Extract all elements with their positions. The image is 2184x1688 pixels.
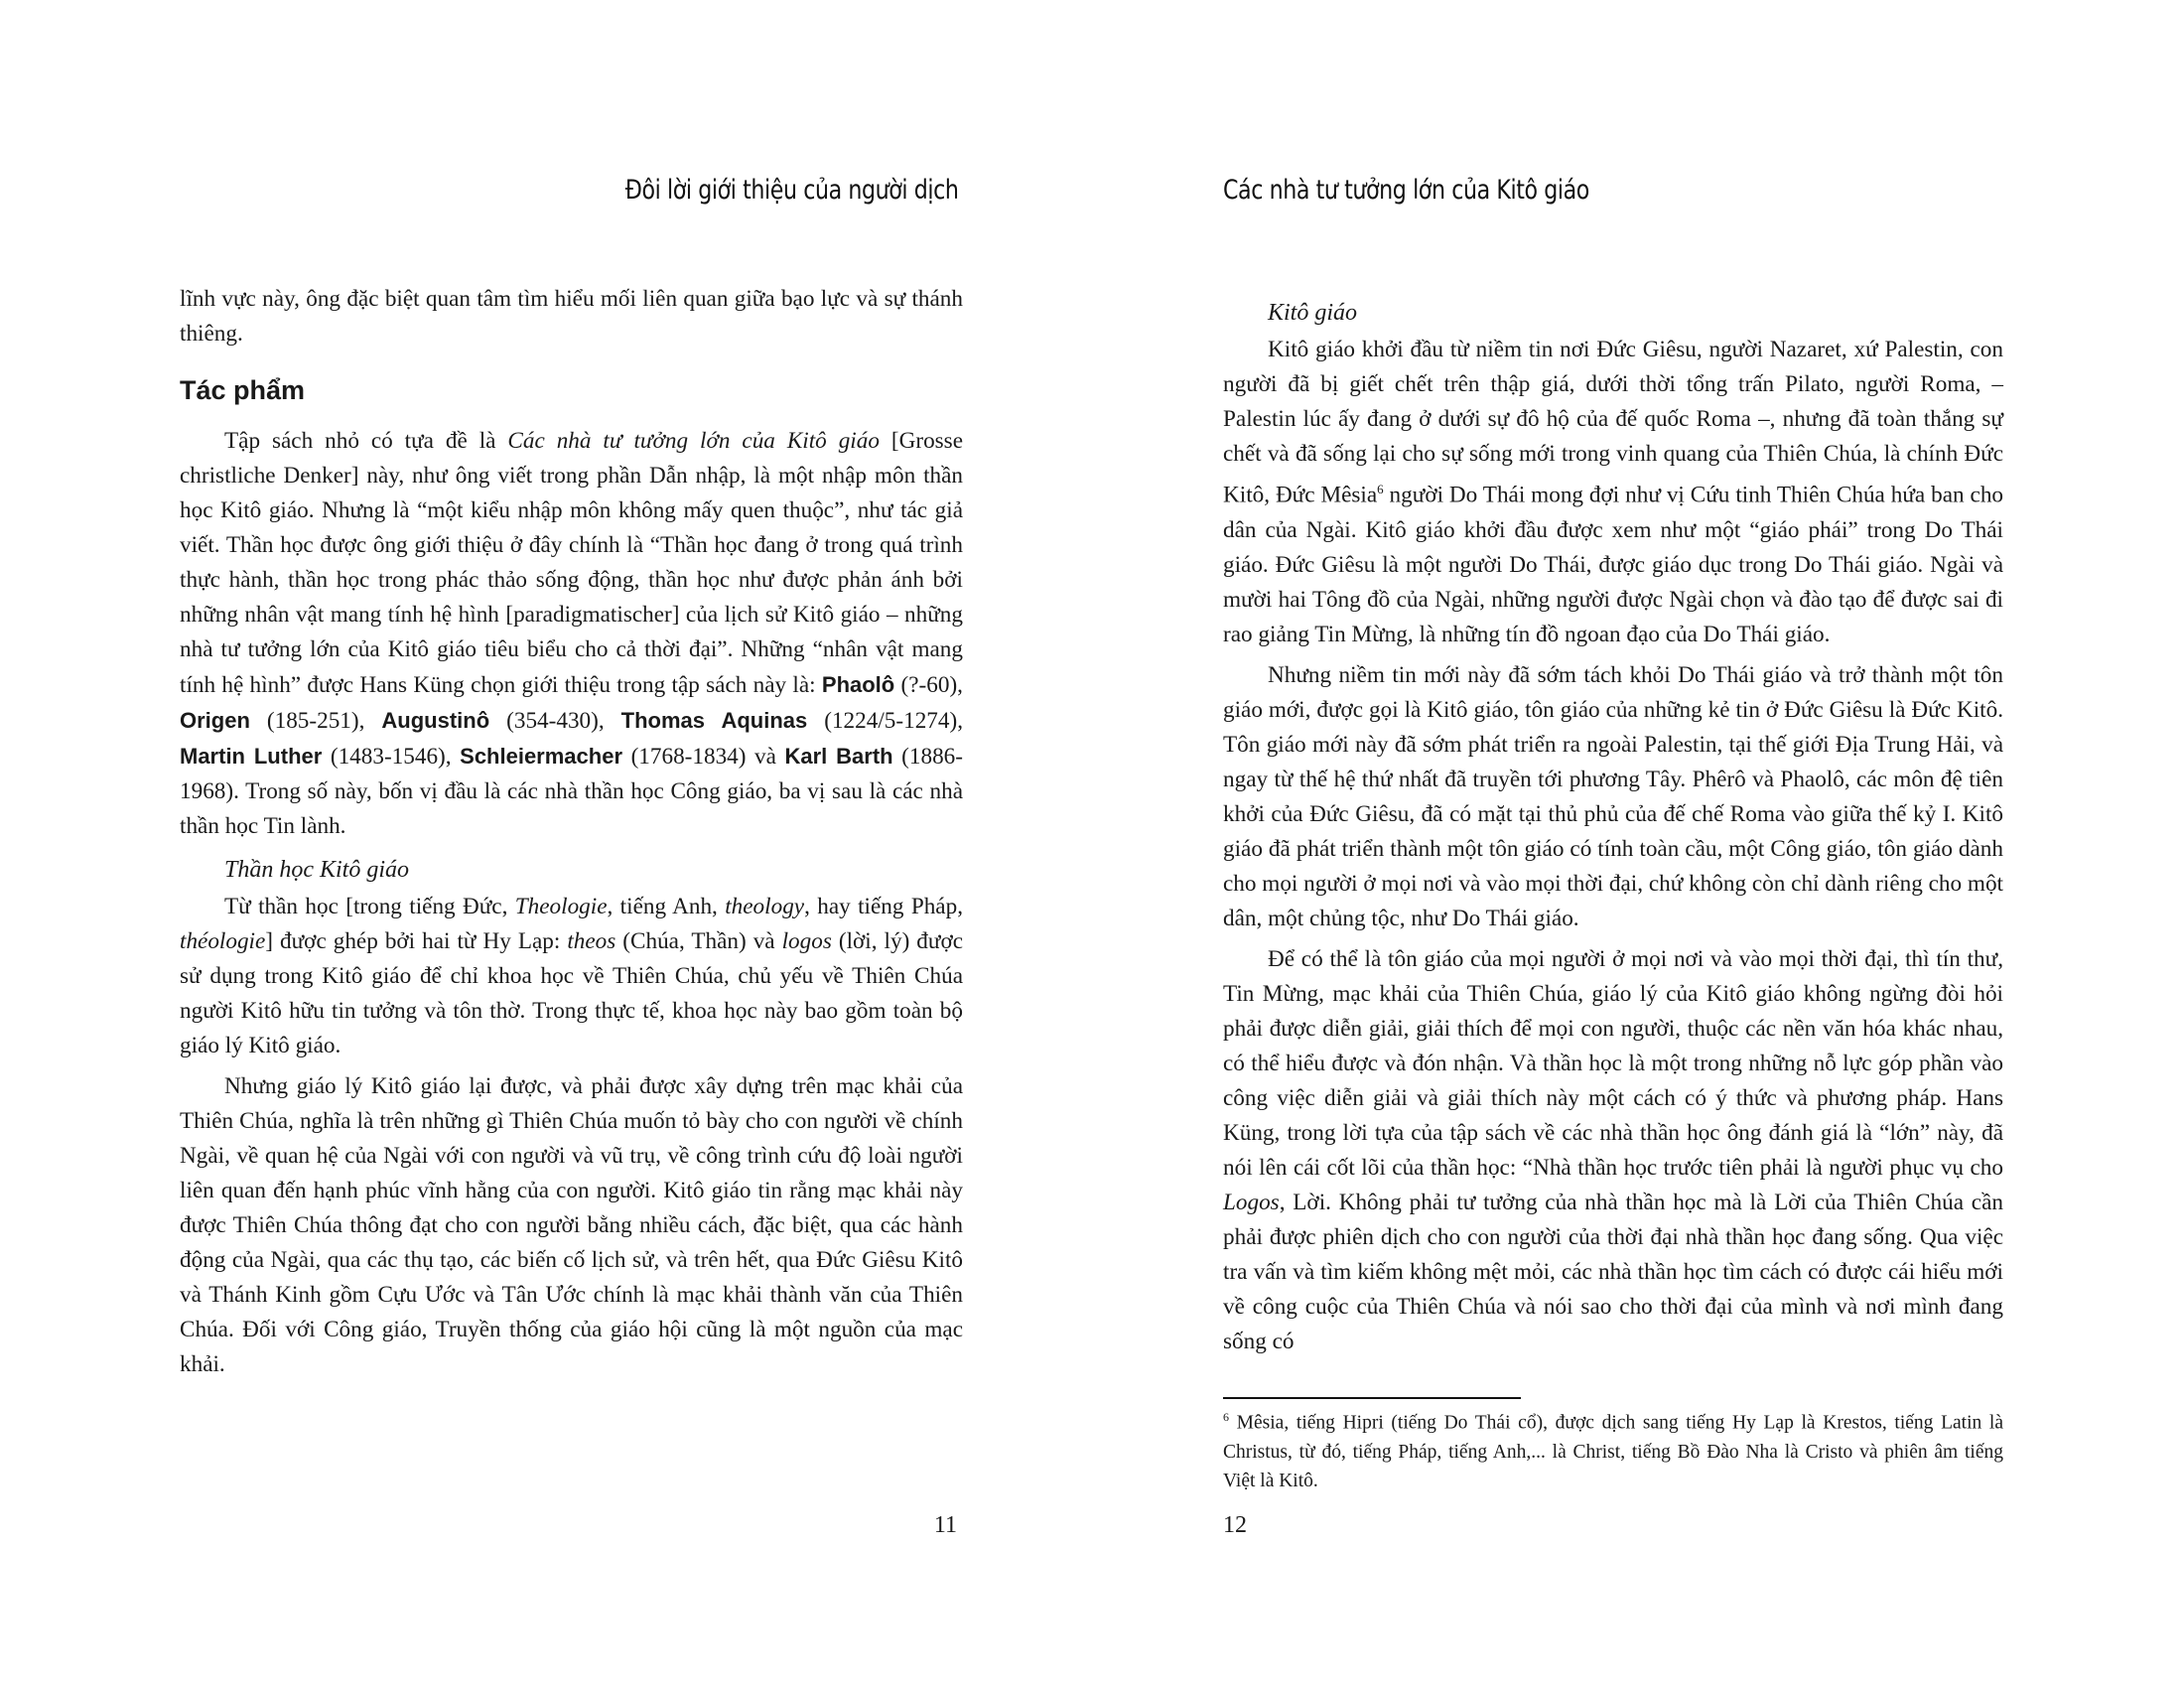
paragraph-continued: lĩnh vực này, ông đặc biệt quan tâm tìm hiểu mối liên quan giữa bạo lực và sự thánh thiêng.	[180, 286, 963, 347]
thinker-name: Martin Luther	[180, 744, 323, 769]
book-title: Các nhà tư tưởng lớn của Kitô giáo	[507, 428, 880, 454]
paragraph: Kitô giáo khởi đầu từ niềm tin nơi Đức Giêsu, người Nazaret, xứ Palestin, con người đã bị giết chết trên thập giá, dưới thời tổng trấn Pilato, người Roma, – Palestin lúc ấy đang ở dưới sự đô hộ của đế quốc Roma –, nhưng đã toàn thắng sự chết và đã sống lại cho sự sống mới trong vinh quang của Thiên Chúa, là chính Đức Kitô, Đức Mêsia$^6$ người Do Thái mong đợi như vị Cứu tinh Thiên Chúa hứa ban cho dân của Ngài. Kitô giáo khởi đầu được xem như một “giáo phái” trong Do Thái giáo. Đức Giêsu là một người Do Thái, được giáo dục trong Do Thái giáo. Ngài và mười hai Tông đồ của Ngài, những người được Ngài chọn và đào tạo để được sai đi rao giảng Tin Mừng, là những tín đồ ngoan đạo của Do Thái giáo.	[1223, 337, 2004, 647]
section-heading: Tác phẩm	[180, 375, 306, 405]
subheading: Thần học Kitô giáo	[224, 857, 410, 883]
page-number: 11	[933, 1512, 957, 1538]
body-text	[1223, 293, 2003, 1359]
thinker-name: Schleiermacher	[460, 744, 623, 769]
paragraph: Tập sách nhỏ có tựa đề là Các nhà tư tưởng lớn của Kitô giáo [Grosse christliche Denker] này, như ông viết trong phần Dẫn nhập, là một nhập môn thần học Kitô giáo. Nhưng là “một kiểu nhập môn không mấy quen thuộc”, như tác giả viết. Thần học được ông giới thiệu ở đây chính là “Thần học đang ở trong quá trình thực hành, thần học trong phác thảo sống động, thần học như được phản ánh bởi những nhân vật mang tính hệ hình [paradigmatischer] của lịch sử Kitô giáo – những nhà tư tưởng lớn của Kitô giáo tiêu biểu cho cả thời đại”. Những “nhân vật mang tính hệ hình” được Hans Küng chọn giới thiệu trong tập sách này là: Phaolô (?-60), Origen (185-251), Augustinô (354-430), Thomas Aquinas (1224/5-1274), Martin Luther (1483-1546), Schleiermacher (1768-1834) và Karl Barth (1886-1968). Trong số này, bốn vị đầu là các nhà thần học Công giáo, ba vị sau là các nhà thần học Tin lành.	[180, 428, 963, 839]
running-head: Các nhà tư tưởng lớn của Kitô giáo	[1223, 175, 1589, 206]
right-page	[1092, 0, 2184, 1688]
running-head: Đôi lời giới thiệu của người dịch	[625, 175, 959, 206]
paragraph: Nhưng giáo lý Kitô giáo lại được, và phải được xây dựng trên mạc khải của Thiên Chúa, nghĩa là trên những gì Thiên Chúa muốn tỏ bày cho con người về chính Ngài, về quan hệ của Ngài với con người và vũ trụ, về công trình cứu độ loài người liên quan đến hạnh phúc vĩnh hằng của con người. Kitô giáo tin rằng mạc khải này được Thiên Chúa thông đạt cho con người bằng nhiều cách, đặc biệt, qua các hành động của Ngài, qua các thụ tạo, các biến cố lịch sử, và trên hết, qua Đức Giêsu Kitô và Thánh Kinh gồm Cựu Ước và Tân Ước chính là mạc khải thành văn của Thiên Chúa. Đối với Công giáo, Truyền thống của giáo hội cũng là một nguồn của mạc khải.	[180, 1073, 963, 1377]
thinker-name: Karl Barth	[784, 744, 893, 769]
paragraph: Để có thể là tôn giáo của mọi người ở mọi nơi và vào mọi thời đại, thì tín thư, Tin Mừng, mạc khải của Thiên Chúa, giáo lý của Kitô giáo không ngừng đòi hỏi phải được diễn giải, giải thích để mọi con người, thuộc các nền văn hóa khác nhau, có thể hiểu được và đón nhận. Và thần học là một trong những nỗ lực góp phần vào công việc diễn giải và giải thích này một cách có ý thức và phương pháp. Hans Küng, trong lời tựa của tập sách về các nhà thần học ông đánh giá là “lớn” này, đã nói lên cái cốt lõi của thần học: “Nhà thần học trước tiên phải là người phục vụ cho Logos, Lời. Không phải tư tưởng của nhà thần học mà là Lời của Thiên Chúa cần phải được phiên dịch cho con người của thời đại nhà thần học đang sống. Qua việc tra vấn và tìm kiếm không mệt mỏi, các nhà thần học tìm cách có được cái hiểu mới về công cuộc của Thiên Chúa và nói sao cho thời đại của mình và nơi mình đang sống có	[1223, 945, 2003, 1354]
paragraph: Từ thần học [trong tiếng Đức, Theologie, tiếng Anh, theology, hay tiếng Pháp, théologie] được ghép bởi hai từ Hy Lạp: theos (Chúa, Thần) và logos (lời, lý) được sử dụng trong Kitô giáo để chỉ khoa học về Thiên Chúa, chủ yếu về Thiên Chúa người Kitô hữu tin tưởng và tôn thờ. Trong thực tế, khoa học này bao gồm toàn bộ giáo lý Kitô giáo.	[180, 894, 964, 1058]
paragraph: Nhưng niềm tin mới này đã sớm tách khỏi Do Thái giáo và trở thành một tôn giáo mới, được gọi là Kitô giáo, tôn giáo của những kẻ tin ở Đức Giêsu là Đức Kitô. Tôn giáo mới này đã sớm phát triển ra ngoài Palestin, tại thế giới Địa Trung Hải, và ngay từ thế hệ thứ nhất đã truyền tới phương Tây. Phêrô và Phaolô, các môn đệ tiên khởi của Đức Giêsu, đã có mặt tại thủ phủ của đế chế Roma vào giữa thế kỷ I. Kitô giáo đã phát triển thành một tôn giáo có tính toàn cầu, một Công giáo, tôn giáo dành cho mọi người ở mọi nơi và vào mọi thời đại, chứ không còn chỉ dành riêng cho một dân, một chủng tộc, như Do Thái giáo.	[1223, 661, 2003, 931]
thinker-name: Thomas Aquinas	[620, 708, 808, 733]
footnote-mark: 6	[1223, 1410, 1229, 1424]
thinker-name: Phaolô	[821, 672, 895, 697]
footnote-rule	[1223, 1397, 1521, 1399]
footnote-reference: 6	[1377, 482, 1384, 496]
thinker-name: Augustinô	[381, 708, 490, 733]
page-number: 12	[1223, 1512, 1247, 1538]
body-text	[180, 282, 963, 1382]
footnote: $^6$ Mêsia, tiếng Hipri (tiếng Do Thái cổ), được dịch sang tiếng Hy Lạp là Krestos, tiếng Latin là Christus, từ đó, tiếng Pháp, tiếng Anh,... là Christ, tiếng Bồ Đào Nha là Cristo và phiên âm tiếng Việt là Kitô.	[1223, 1410, 2003, 1491]
thinker-name: Origen	[180, 708, 250, 733]
subheading: Kitô giáo	[1268, 300, 1358, 326]
